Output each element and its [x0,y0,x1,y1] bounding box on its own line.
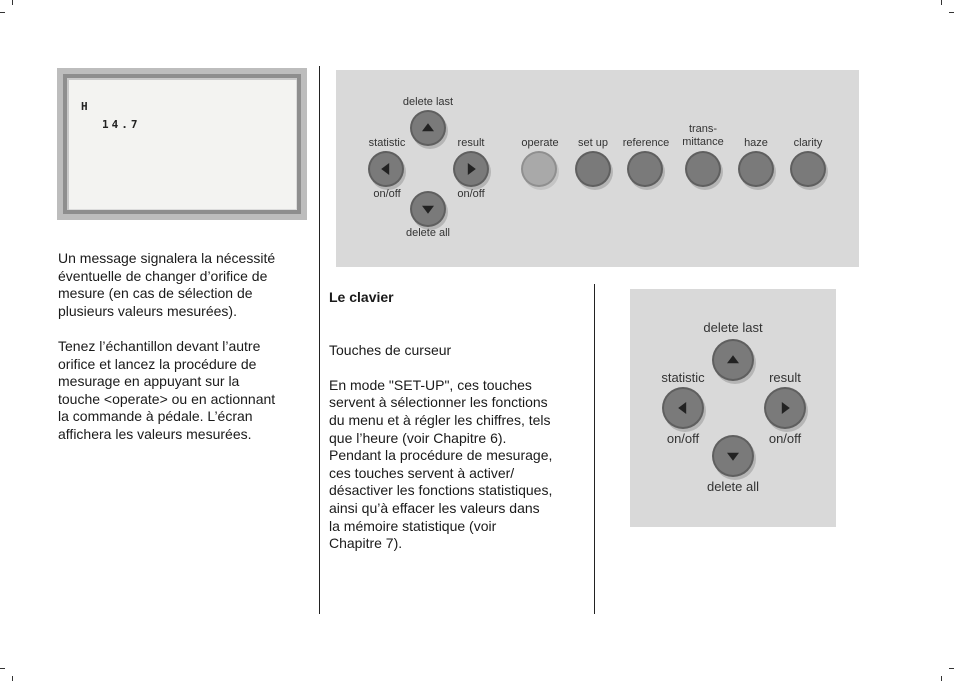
crop-mark [941,676,942,681]
lcd-display [57,68,307,220]
reference-key[interactable] [629,153,661,185]
cursor-right-key[interactable] [455,153,487,185]
key-label: clarity [793,137,823,149]
paragraph: En mode "SET-UP", ces touches servent à sélectionner les fonctions du menu et à régler les chiffres, tels que l’heure (voir Chapitre 6). Pendant la procédure de mesurage, ces touches servent à activer/ désactiver les fonctions statistiques, ainsi qu’à effacer les valeurs dans la mémoire statistique (voir Chapitre 7). [329,376,553,552]
operate-key[interactable] [523,153,555,185]
key-label: statistic [661,370,705,385]
crop-mark [941,0,942,5]
key-label: on/off [457,188,485,200]
arrow-down-icon [727,453,739,461]
key-label: trans- mittance [682,123,724,148]
crop-mark [12,676,13,681]
keypad-panel [336,70,859,267]
column-divider [594,284,595,614]
cursor-left-key[interactable] [370,153,402,185]
key-label: delete last [402,96,454,108]
cursor-right-key[interactable] [766,389,804,427]
transmittance-key[interactable] [687,153,719,185]
key-label: delete all [405,227,451,239]
key-label: result [769,370,801,385]
set-up-key[interactable] [577,153,609,185]
cursor-up-key[interactable] [714,341,752,379]
key-label: delete all [706,479,760,494]
key-label: haze [744,137,768,149]
cursor-keys-panel [630,289,836,527]
key-label: reference [622,137,670,149]
arrow-right-icon [468,163,476,175]
crop-mark [0,12,5,13]
crop-mark [12,0,13,5]
column-divider [319,66,320,614]
cursor-left-key[interactable] [664,389,702,427]
arrow-left-icon [678,402,686,414]
key-label: result [457,137,485,149]
lcd-line-2: 14.7 [102,118,141,131]
middle-column-text [329,289,589,553]
clarity-key[interactable] [792,153,824,185]
key-label: statistic [368,137,406,149]
arrow-down-icon [422,206,434,214]
arrow-up-icon [422,123,434,131]
arrow-left-icon [381,163,389,175]
subheading: Touches de curseur [329,341,452,358]
crop-mark [0,668,5,669]
haze-key[interactable] [740,153,772,185]
key-label: operate [521,137,559,149]
lcd-screen [67,78,297,210]
cursor-up-key[interactable] [412,112,444,144]
arrow-up-icon [727,355,739,363]
key-label: set up [578,137,608,149]
key-label: on/off [768,431,802,446]
key-label: delete last [703,320,763,335]
crop-mark [949,12,954,13]
arrow-right-icon [782,402,790,414]
cursor-down-key[interactable] [412,193,444,225]
key-label: on/off [666,431,700,446]
left-column-text [58,250,313,444]
paragraph: Tenez l’échantillon devant l’autre orifice et lancez la procédure de mesurage en appuyant sur la touche <operate> ou en actionnant la commande à pédale. L’écran affichera les valeurs mesurées. [58,337,276,442]
lcd-line-1: H [81,100,89,113]
cursor-down-key[interactable] [714,437,752,475]
section-heading: Le clavier [329,289,394,305]
key-label: on/off [373,188,401,200]
paragraph: Un message signalera la nécessité éventuelle de changer d’orifice de mesure (en cas de sélection de plusieurs valeurs mesurées). [58,250,276,319]
crop-mark [949,668,954,669]
